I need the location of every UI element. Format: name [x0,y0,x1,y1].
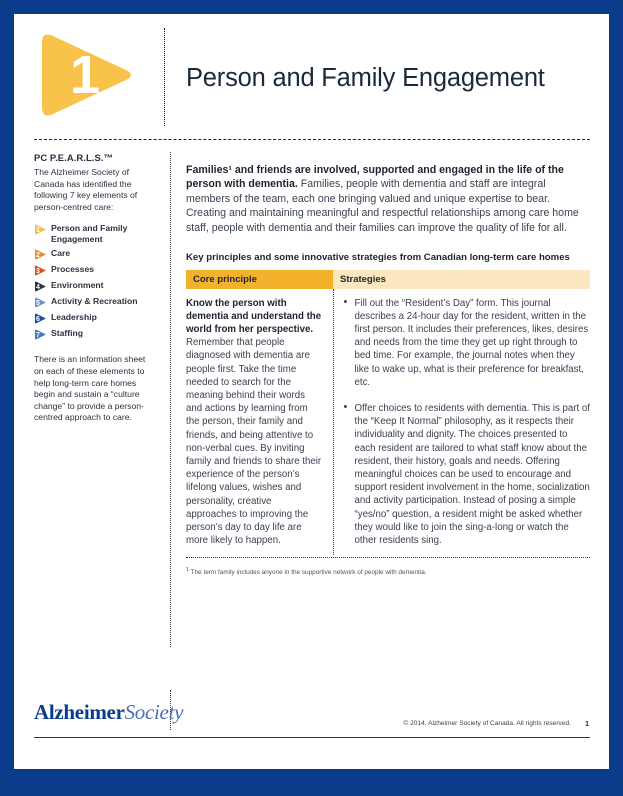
sidebar-note: There is an information sheet on each of these elements to help long-term care homes begin and sustain a “culture change” to provide a person-centred approach to care. [34,354,146,423]
document-page [14,14,609,769]
intro-body-text: Families, people with dementia and staff are integral members of the team, each one bringing valued and unique expertise to bear. Creating and maintaining meaningful and respectful relationships among care home staff, people with dementia and their families can improve the quality of life for all. [186,178,579,234]
core-principle-lead: Know the person with dementia and understand the world from her perspective. [186,297,322,335]
sidebar-item-person-and-family-engagement[interactable] [34,223,156,244]
table-cell-core-principle [186,289,333,556]
page-number: 1 [585,719,589,728]
sidebar-item-label: Person and Family Engagement [51,223,128,244]
brand-secondary-text: Society [124,700,184,724]
sidebar-item-label: Activity & Recreation [51,296,138,307]
sidebar-item-label: Staffing [51,328,83,339]
core-principle-body: Remember that people diagnosed with dementia are people first. Take the time needed to search for the meaning behind their words and actions by learning from the person, their family and friends, and being attentive to non-verbal cues. By inviting family and friends to share their experience of the person’s lifelong values, wishes and personality, creative approaches to improving the person’s day to day life are more likely to happen. [186,337,322,547]
svg-text:4: 4 [36,284,40,292]
footnote-marker: 1 [186,567,189,574]
svg-text:6: 6 [36,316,40,324]
section-number-arrow-icon [34,29,134,121]
arrow-number-7-icon [34,329,46,340]
key-principles-heading: Key principles and some innovative strategies from Canadian long-term care homes [186,251,570,263]
sidebar-item-label: Leadership [51,312,97,323]
intro-paragraph [186,163,590,236]
brand-primary-text: Alzheimer [34,700,125,724]
copyright-text: © 2014, Alzheimer Society of Canada. All rights reserved. [403,720,571,727]
sidebar-item-leadership[interactable] [34,312,156,324]
page-header [14,14,609,136]
page-title: Person and Family Engagement [186,64,545,92]
header-horizontal-divider [34,139,590,140]
sidebar-item-label: Care [51,248,71,259]
sidebar-item-activity-and-recreation[interactable] [34,296,156,308]
svg-text:1: 1 [36,227,41,235]
section-number-text: 1 [70,45,101,105]
table-header-core-principle: Core principle [186,270,333,289]
arrow-number-5-icon [34,297,46,308]
sidebar-item-processes[interactable] [34,264,156,276]
core-principle-text [186,297,323,548]
table-cell-strategies [333,289,590,556]
svg-text:2: 2 [36,252,40,260]
table-row [186,289,590,556]
intro-lead-sentence: Families¹ and friends are involved, supported and engaged in the life of the person with dementia. [186,163,564,191]
list-item: • Fill out the “Resident’s Day” form. This journal describes a 24-hour day for the resident, written in the first person. It includes their preferences, likes, desires and needs from the time they get up right through to bed time. For example, the journal notes when they like to wake up, what is their preference for breakfast, etc. [344,297,591,389]
svg-text:3: 3 [36,268,40,276]
strategies-list [344,297,591,548]
arrow-number-6-icon [34,313,46,324]
sidebar-vertical-divider [170,152,171,647]
footnote [186,566,590,577]
pearls-title: PC P.E.A.R.L.S.™ [34,152,114,163]
arrow-number-1-icon [34,224,46,235]
arrow-number-2-icon [34,249,46,260]
sidebar-item-care[interactable] [34,248,156,260]
table-header-strategies: Strategies [333,270,590,289]
arrow-number-4-icon [34,281,46,292]
svg-text:7: 7 [36,332,40,340]
sidebar-item-environment[interactable] [34,280,156,292]
pearls-elements-list [34,223,156,340]
principles-table [186,270,590,556]
footer-divider [34,737,590,738]
list-item: • Offer choices to residents with dementia. This is part of the “Keep It Normal” philosophy, as it respects their individuality and dignity. The choices presented to each resident are tailored to what staff know about the resident, their history, goals and needs. Offering meaningful choices can be used to encourage and support resident involvement in the home, socialization and activity participation. Instead of posing a simple “yes/no” question, a resident might be asked whether they would like to join the sing-a-long or watch the other residents sing. [344,402,591,547]
table-header-row [186,270,590,289]
main-content [186,152,590,578]
header-vertical-divider [164,28,165,126]
sidebar-item-staffing[interactable] [34,328,156,340]
alzheimer-society-logo [34,700,183,725]
svg-text:5: 5 [36,300,40,308]
footnote-text: The term family includes anyone in the supportive network of people with dementia. [190,569,427,577]
arrow-number-3-icon [34,265,46,276]
sidebar [34,152,156,424]
pearls-intro-text: The Alzheimer Society of Canada has identified the following 7 key elements of person-centred care: [34,167,138,212]
table-bottom-divider [186,557,590,558]
sidebar-item-label: Processes [51,264,95,275]
sidebar-item-label: Environment [51,280,104,291]
